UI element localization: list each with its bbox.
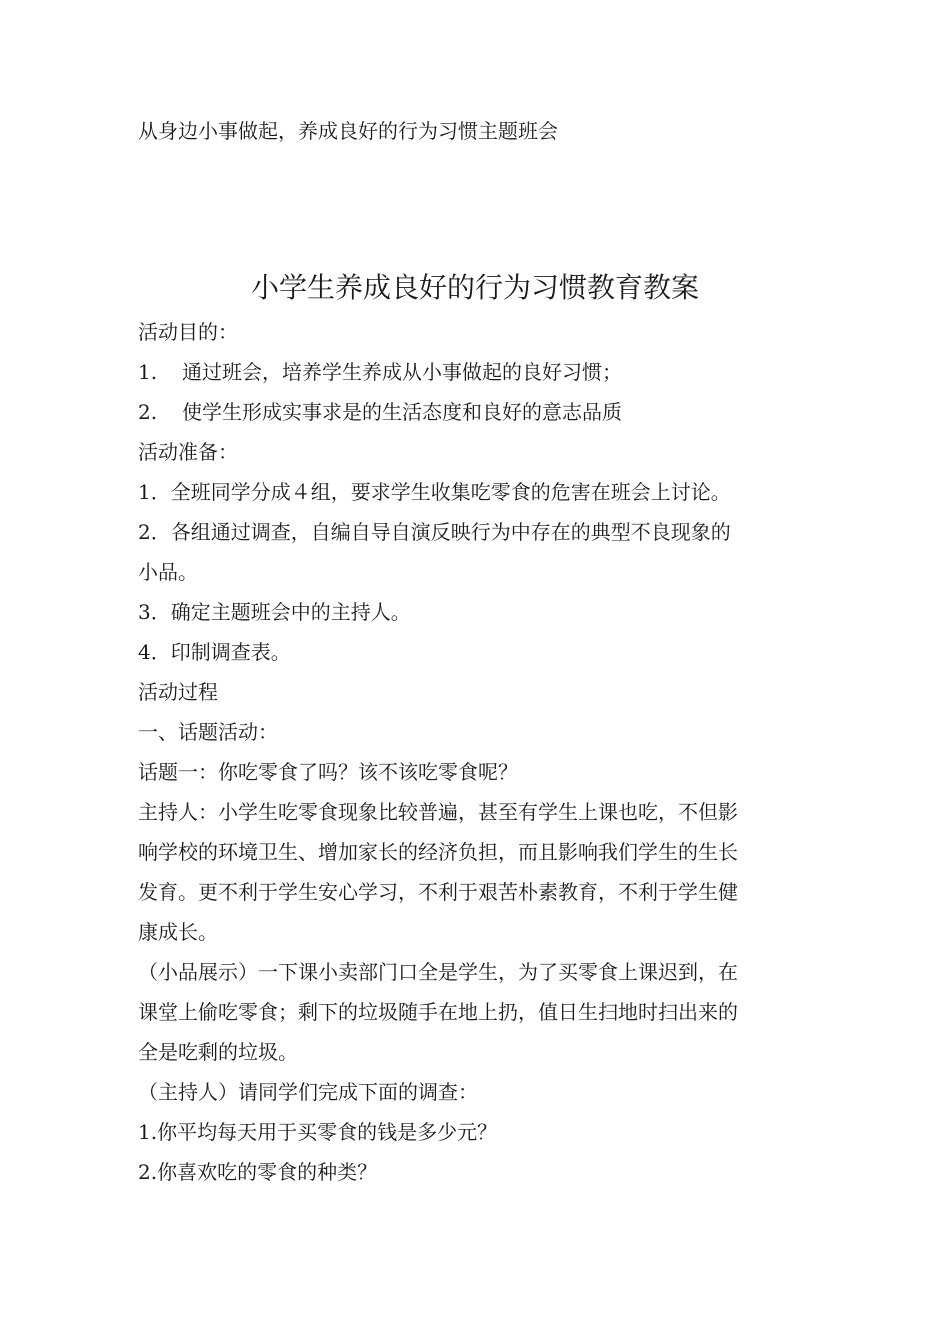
prep-heading: 活动准备： — [138, 440, 238, 464]
topic-one: 话题一：你吃零食了吗？该不该吃零食呢？ — [138, 760, 518, 784]
host-paragraph-line: 发育。更不利于学生安心学习，不利于艰苦朴素教育，不利于学生健 — [138, 880, 738, 904]
skit-paragraph-line: 课堂上偷吃零食；剩下的垃圾随手在地上扔，值日生扫地时扫出来的 — [138, 1000, 738, 1024]
document-body — [138, 312, 810, 1192]
purpose-heading: 活动目的： — [138, 320, 238, 344]
skit-paragraph-line: 全是吃剩的垃圾。 — [138, 1040, 298, 1064]
host-paragraph-line: 康成长。 — [138, 920, 218, 944]
prep-item: 4．印制调查表。 — [138, 640, 291, 664]
process-heading: 活动过程 — [138, 680, 218, 704]
skit-paragraph-line: （小品展示）一下课小卖部门口全是学生，为了买零食上课迟到，在 — [138, 960, 738, 984]
prep-item: 小品。 — [138, 560, 198, 584]
purpose-item-number: 2. — [138, 400, 158, 424]
purpose-item-text: 通过班会，培养学生养成从小事做起的良好习惯； — [182, 360, 622, 384]
host-paragraph-line: 主持人：小学生吃零食现象比较普遍，甚至有学生上课也吃，不但影 — [138, 800, 738, 824]
part1-heading: 一、话题活动： — [138, 720, 278, 744]
survey-intro: （主持人）请同学们完成下面的调查： — [138, 1080, 478, 1104]
purpose-item-number: 1. — [138, 360, 158, 384]
prep-item: 2．各组通过调查，自编自导自演反映行为中存在的典型不良现象的 — [138, 520, 731, 544]
prep-item: 1．全班同学分成４组，要求学生收集吃零食的危害在班会上讨论。 — [138, 480, 731, 504]
header-line: 从身边小事做起，养成良好的行为习惯主题班会 — [138, 119, 558, 143]
purpose-item — [138, 352, 810, 392]
host-paragraph-line: 响学校的环境卫生、增加家长的经济负担，而且影响我们学生的生长 — [138, 840, 738, 864]
purpose-item-text: 使学生形成实事求是的生活态度和良好的意志品质 — [182, 400, 622, 424]
document-title: 小学生养成良好的行为习惯教育教案 — [250, 271, 699, 304]
survey-item: 2.你喜欢吃的零食的种类？ — [138, 1160, 378, 1184]
prep-item: 3．确定主题班会中的主持人。 — [138, 600, 411, 624]
purpose-item — [138, 392, 810, 432]
survey-item: 1.你平均每天用于买零食的钱是多少元？ — [138, 1120, 498, 1144]
